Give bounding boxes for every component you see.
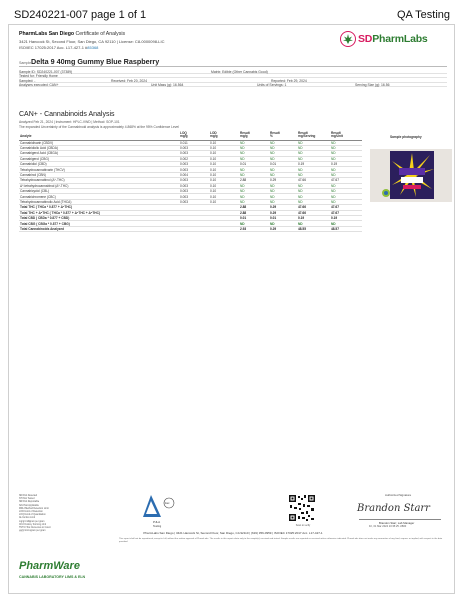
result-cell — [179, 226, 209, 231]
pjla-number: Testing — [153, 525, 162, 528]
sample-name: Delta 9 40mg Gummy Blue Raspberry — [31, 57, 160, 66]
result-cell: 0.10 — [209, 145, 239, 150]
signature-line — [359, 519, 441, 520]
result-cell: ND — [269, 189, 297, 194]
logo-text — [358, 33, 428, 45]
table-row — [19, 226, 362, 231]
result-cell: 0.002 — [179, 156, 209, 161]
result-cell: 0.19 — [297, 162, 330, 167]
qr-caption: Scan to verify — [295, 524, 311, 527]
result-cell: ND — [297, 194, 330, 199]
analyte-name: Total Cannabinoids Analyzed — [19, 226, 179, 231]
analyte-name: Cannabinol (CBN) — [19, 172, 179, 177]
result-cell: ND — [297, 156, 330, 161]
sdpharmlabs-logo — [340, 31, 440, 49]
meta-row — [19, 83, 447, 88]
result-cell: 0.011 — [179, 140, 209, 145]
result-cell: 0.19 — [297, 215, 330, 220]
result-cell: ND — [330, 199, 362, 204]
result-cell: 47.67 — [330, 205, 362, 210]
cannabinoid-table — [19, 131, 362, 232]
cannabis-leaf-icon — [340, 31, 356, 47]
result-cell: 48.55 — [297, 226, 330, 231]
result-cell: ND — [330, 156, 362, 161]
sample-id: Sample ID: SD240221-007 (37389) — [19, 69, 73, 74]
matrix: Matrix: Edible (Other Cannabis Good) — [211, 69, 268, 74]
signature: Brandon Starr — [357, 503, 430, 514]
result-cell: ND — [269, 221, 297, 226]
analyte-name: Cannabidivarin (CBDV) — [19, 140, 179, 145]
signer-name: Brandon Starr, Lab Manager — [379, 521, 415, 525]
result-cell: ND — [297, 140, 330, 145]
result-cell: ND — [330, 145, 362, 150]
result-cell: ND — [297, 145, 330, 150]
table-header-cell: LOQ mg/g — [179, 131, 209, 140]
result-cell: ND — [269, 194, 297, 199]
result-cell: ND — [330, 183, 362, 188]
sample-metadata — [19, 69, 447, 87]
result-cell: 0.29 — [269, 205, 297, 210]
unit-mass: Unit Mass (g): 16.564 — [151, 83, 184, 88]
result-cell: ND — [269, 167, 297, 172]
result-cell: 48.57 — [330, 226, 362, 231]
svg-text:ilac: ilac — [165, 501, 170, 505]
result-cell: 0.19 — [330, 162, 362, 167]
footer-address: PharmLabs San Diego | 3421 Hancock St, Second Floor, San Diego, CA 92110 | (619) 356-0959 | ISO/IEC 17025:2017 Acc. L17-427-1 — [143, 531, 323, 535]
analyte-name: Cannabigerol Acid (CBGA) — [19, 151, 179, 156]
table-header-cell: Result mg/g — [239, 131, 269, 140]
table-header-row — [19, 131, 362, 140]
result-cell: 0.01 — [239, 215, 269, 220]
accreditation-text: ISO/IEC 17025:2017 Acc. L17-427-1 # — [19, 45, 88, 50]
result-cell: ND — [239, 221, 269, 226]
result-cell: 0.003 — [179, 151, 209, 156]
analyte-name: Cannabicyclol (CBL) — [19, 189, 179, 194]
result-cell: ND — [297, 172, 330, 177]
result-cell: ND — [330, 221, 362, 226]
result-cell: 2.88 — [239, 178, 269, 183]
result-cell: 0.10 — [209, 194, 239, 199]
signature-date: Fri, 01 Mar 2024 10:35:25 -0800 — [369, 525, 407, 528]
pharmware-subtitle: CANNABIS LABORATORY LIMS & ELN — [19, 575, 86, 579]
result-cell: ND — [239, 199, 269, 204]
result-cell: 0.19 — [330, 215, 362, 220]
result-cell: 47.66 — [297, 205, 330, 210]
result-cell: ND — [330, 189, 362, 194]
received-date: Received: Feb 20, 2024 — [111, 78, 148, 83]
pjla-text: PJLA — [153, 520, 161, 524]
table-header-cell: Analyte — [19, 131, 179, 140]
analyte-name: Tetrahydrocannabinol (Δ⁹-THC) — [19, 178, 179, 183]
lab-name-text: PharmLabs San Diego — [19, 31, 75, 37]
result-cell: 0.29 — [269, 178, 297, 183]
result-cell: 0.003 — [179, 145, 209, 150]
result-cell: ND — [297, 183, 330, 188]
pjla-badge — [143, 493, 183, 535]
analyte-name: Total CBG ( CBGa * 0.877 + CBG) — [19, 221, 179, 226]
tested-for: Tested for: Friendly Home — [19, 74, 58, 79]
result-cell: 0.29 — [269, 210, 297, 215]
result-cell: 2.88 — [239, 205, 269, 210]
result-cell: 0.10 — [209, 172, 239, 177]
analysis-info: Analyzed Feb 21, 2024 | Instrument: HPLC-VWD | Method: SOP-101 — [19, 120, 120, 124]
result-cell: 0.003 — [179, 162, 209, 167]
lab-address — [19, 39, 165, 51]
analyses-executed: Analyses executed: CAN+ — [19, 83, 59, 88]
sample-title-row — [19, 57, 447, 67]
result-cell: ND — [239, 167, 269, 172]
result-cell: 2.88 — [239, 210, 269, 215]
result-cell: ND — [239, 194, 269, 199]
sample-label: Sample — [19, 61, 32, 65]
result-cell: ND — [297, 199, 330, 204]
result-cell: 0.10 — [209, 178, 239, 183]
report-id: SD240221-007 page 1 of 1 — [14, 9, 147, 21]
result-cell: 0.01 — [269, 162, 297, 167]
lab-name — [19, 31, 125, 37]
analyte-name: Cannabichromene (CBC) — [19, 194, 179, 199]
photo-label: Sample photography — [390, 135, 422, 139]
analyte-name: Cannabigerol (CBG) — [19, 156, 179, 161]
result-cell: ND — [239, 183, 269, 188]
result-cell: ND — [239, 151, 269, 156]
reported-date: Reported: Feb 29, 2024 — [271, 78, 307, 83]
result-cell: ND — [239, 140, 269, 145]
result-cell: 0.10 — [209, 199, 239, 204]
result-cell: ND — [297, 221, 330, 226]
analyte-name: Cannabidiolic Acid (CBDA) — [19, 145, 179, 150]
section-title: CAN+ - Cannabinoids Analysis — [19, 111, 115, 118]
result-cell: ND — [239, 156, 269, 161]
result-cell: 0.003 — [179, 178, 209, 183]
accreditation-link[interactable]: 85368 — [87, 45, 99, 50]
result-cell: 47.67 — [330, 178, 362, 183]
certificate-title: Certificate of Analysis — [75, 31, 126, 37]
result-cell: 0.10 — [209, 183, 239, 188]
result-cell: 0.10 — [209, 151, 239, 156]
footer-disclaimer: This report shall not be reproduced, except in full, without the written approval of PharmLabs. The results in this report relate only to the sample(s) received and tested. Sample results are reported as received unless otherwise indicated. PharmLabs does not make any warranties of any kind, express or implied, with respect to the data provided. — [119, 538, 443, 543]
result-cell: ND — [269, 172, 297, 177]
pjla-logo-icon — [143, 493, 183, 521]
result-cell: ND — [297, 167, 330, 172]
result-cell: ND — [330, 172, 362, 177]
table-header-cell: Result % — [269, 131, 297, 140]
logo-text-pharmlabs: PharmLabs — [372, 33, 428, 45]
result-cell: ND — [239, 189, 269, 194]
result-cell: ND — [330, 167, 362, 172]
sampled-date: Sampled: - — [19, 78, 36, 83]
result-cell: ND — [297, 189, 330, 194]
result-cell: ND — [269, 199, 297, 204]
result-cell: 0.003 — [179, 167, 209, 172]
result-cell: 0.01 — [269, 215, 297, 220]
qa-badge: QA Testing — [397, 9, 450, 21]
qr-code-icon[interactable] — [288, 494, 316, 522]
result-cell: 0.003 — [179, 189, 209, 194]
serving-size: Serving Size (g): 16.56 — [355, 83, 390, 88]
lab-address-line: 3421 Hancock St, Second Floor, San Diego, CA 92110 | License: C8-0000098-LIC — [19, 39, 165, 44]
result-cell: ND — [239, 145, 269, 150]
table-header-cell: Result mg/Unit — [330, 131, 362, 140]
result-cell: 0.29 — [269, 226, 297, 231]
abbreviation-list: ND=Not Detected NT=Not Tested NR=Not Reportable N/A=Not Applicable MDL=Method Detection Limit LOD=Limit of Detection LOQ=Limit of Quantitation AL=Action Limit mg/g=milligram per gram CFU=Colony Forming Unit TNTC=Too Numerous to Count µg/g=microgram per gram — [19, 495, 51, 533]
result-cell: ND — [269, 156, 297, 161]
top-bar — [0, 0, 464, 24]
result-cell: ND — [269, 145, 297, 150]
table-header-cell: Result mg/Serving — [297, 131, 330, 140]
result-cell: 0.10 — [209, 167, 239, 172]
units-of-servings: Units of Servings: 1 — [257, 83, 287, 88]
analyte-name: Tetrahydrocannabinolic Acid (THCA) — [19, 199, 179, 204]
analyte-name: Total THC + Δ⁸THC ( THCa * 0.877 + Δ⁹THC + Δ⁸THC) — [19, 210, 179, 215]
result-cell: 0.10 — [209, 156, 239, 161]
result-cell: 0.10 — [209, 162, 239, 167]
result-cell: ND — [269, 183, 297, 188]
gummy-package-image — [370, 149, 452, 202]
analyte-name: Tetrahydrocannabivarin (THCV) — [19, 167, 179, 172]
result-cell: 0.004 — [179, 172, 209, 177]
result-cell: ND — [297, 151, 330, 156]
analyte-name: Total CBD ( CBDa * 0.877 + CBD) — [19, 215, 179, 220]
result-cell: 2.93 — [239, 226, 269, 231]
result-cell: ND — [330, 151, 362, 156]
table-body — [19, 140, 362, 232]
result-cell: 47.66 — [297, 178, 330, 183]
analyte-name: Δ⁸-tetrahydrocannabinol (Δ⁸-THC) — [19, 183, 179, 188]
result-cell: 0.003 — [179, 199, 209, 204]
pharmware-text: PharmWare — [19, 560, 80, 572]
result-cell: 0.01 — [239, 162, 269, 167]
result-cell: 47.67 — [330, 210, 362, 215]
result-cell: 0.003 — [179, 194, 209, 199]
result-cell: 0.10 — [209, 140, 239, 145]
result-cell — [209, 226, 239, 231]
logo-text-sd: SD — [358, 33, 373, 45]
result-cell: ND — [239, 172, 269, 177]
analyte-name: Total THC ( THCa * 0.877 + Δ⁹THC) — [19, 205, 179, 210]
accreditation-line — [19, 45, 165, 51]
result-cell: 0.003 — [179, 183, 209, 188]
signature-title: Authorized Signature — [385, 493, 412, 497]
result-cell: 0.10 — [209, 189, 239, 194]
sample-photo — [370, 149, 452, 202]
analyte-name: Cannabidiol (CBD) — [19, 162, 179, 167]
abbreviation-notes — [19, 495, 59, 533]
result-cell: 47.66 — [297, 210, 330, 215]
result-cell: ND — [269, 140, 297, 145]
result-cell: ND — [330, 140, 362, 145]
result-cell: ND — [269, 151, 297, 156]
coa-page — [8, 24, 455, 594]
pharmware-logo — [19, 560, 99, 582]
result-cell: ND — [330, 194, 362, 199]
uncertainty-note: The expanded Uncertainty of the Cannabinoid analysis is approximately 4.868% at the 95% Confidence Level — [19, 125, 179, 129]
table-header-cell: LOD mg/g — [209, 131, 239, 140]
